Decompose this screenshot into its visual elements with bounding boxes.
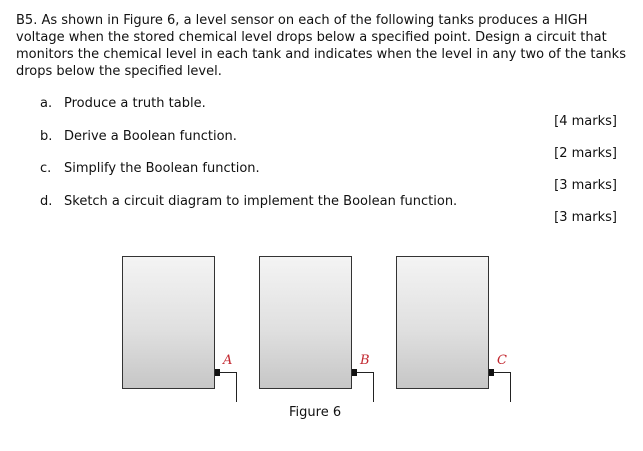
question-b — [40, 129, 237, 145]
tank-b — [260, 257, 374, 403]
tank-a-label: A — [223, 353, 233, 368]
marks-b: [2 marks] — [554, 146, 617, 161]
tank-b-label: B — [360, 353, 370, 368]
question-letter: d. — [40, 194, 53, 209]
sensor-b — [352, 369, 357, 376]
tank-b-body — [260, 257, 352, 389]
marks-a: [4 marks] — [554, 114, 617, 129]
tank-a-body — [123, 257, 215, 389]
tank-a — [123, 257, 237, 403]
question-a — [40, 96, 206, 112]
sensor-b-wire — [357, 373, 374, 403]
sensor-a — [215, 369, 220, 376]
question-text: Simplify the Boolean function. — [64, 161, 260, 176]
marks-d: [3 marks] — [554, 210, 617, 225]
sensor-a-wire — [220, 373, 237, 403]
question-letter: c. — [40, 161, 52, 176]
problem-statement: B5. As shown in Figure 6, a level sensor on each of the following tanks produces a HIGH voltage when the stored chemical level drops below a specified point. Design a circuit that monitors the chemical level in each tank and indicates when the level in any two of the tanks drops below the specified level. — [16, 13, 626, 79]
question-text: Produce a truth table. — [64, 96, 206, 111]
tank-c — [397, 257, 511, 403]
question-text: Sketch a circuit diagram to implement the Boolean function. — [64, 194, 458, 209]
tank-c-body — [397, 257, 489, 389]
question-text: Derive a Boolean function. — [64, 129, 237, 144]
sensor-c — [489, 369, 494, 376]
tank-c-label: C — [497, 353, 507, 368]
question-c — [40, 161, 260, 177]
sensor-c-wire — [494, 373, 511, 403]
question-letter: a. — [40, 96, 53, 111]
marks-c: [3 marks] — [554, 178, 617, 193]
question-d — [40, 194, 457, 210]
question-letter: b. — [40, 129, 53, 144]
figure-caption: Figure 6 — [289, 405, 342, 420]
